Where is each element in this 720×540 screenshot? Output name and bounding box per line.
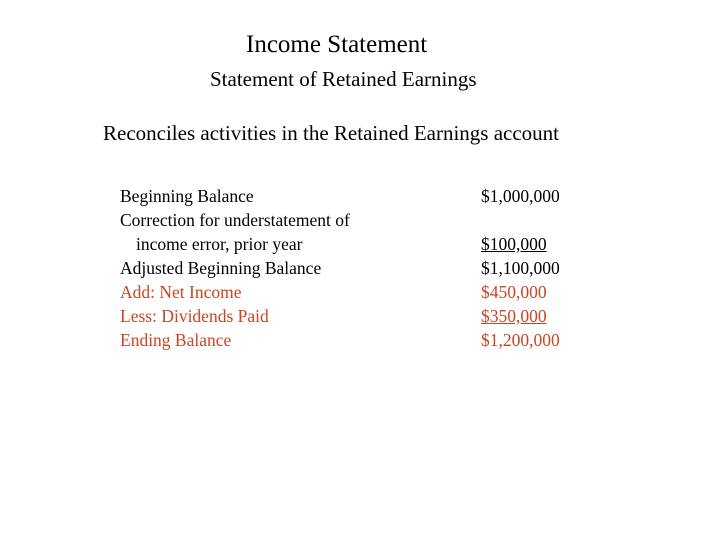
statement-row-dividends (120, 306, 580, 330)
row-value: $350,000 (481, 306, 547, 326)
row-label: Correction for understatement of (120, 210, 350, 230)
row-value: $1,200,000 (481, 330, 560, 350)
row-value: $450,000 (481, 282, 547, 302)
slide-description: Reconciles activities in the Retained Earnings account (103, 121, 560, 145)
statement-row-net-income (120, 282, 580, 306)
statement-row-correction (120, 210, 580, 234)
row-value: $1,000,000 (481, 186, 560, 206)
statement-row-beginning-balance (120, 186, 580, 210)
slide-subtitle: Statement of Retained Earnings (210, 67, 477, 91)
statement-row-correction-cont (120, 234, 580, 258)
statement-row-adjusted-beginning (120, 258, 580, 282)
statement-row-ending-balance (120, 330, 580, 354)
row-value: $1,100,000 (481, 258, 560, 278)
row-label: Ending Balance (120, 330, 232, 350)
row-label: Add: Net Income (120, 282, 242, 302)
row-label: Adjusted Beginning Balance (120, 258, 322, 278)
row-label: Less: Dividends Paid (120, 306, 269, 326)
row-label: Beginning Balance (120, 186, 254, 206)
row-label: income error, prior year (136, 234, 303, 254)
row-value: $100,000 (481, 234, 547, 254)
slide-title: Income Statement (246, 31, 428, 58)
